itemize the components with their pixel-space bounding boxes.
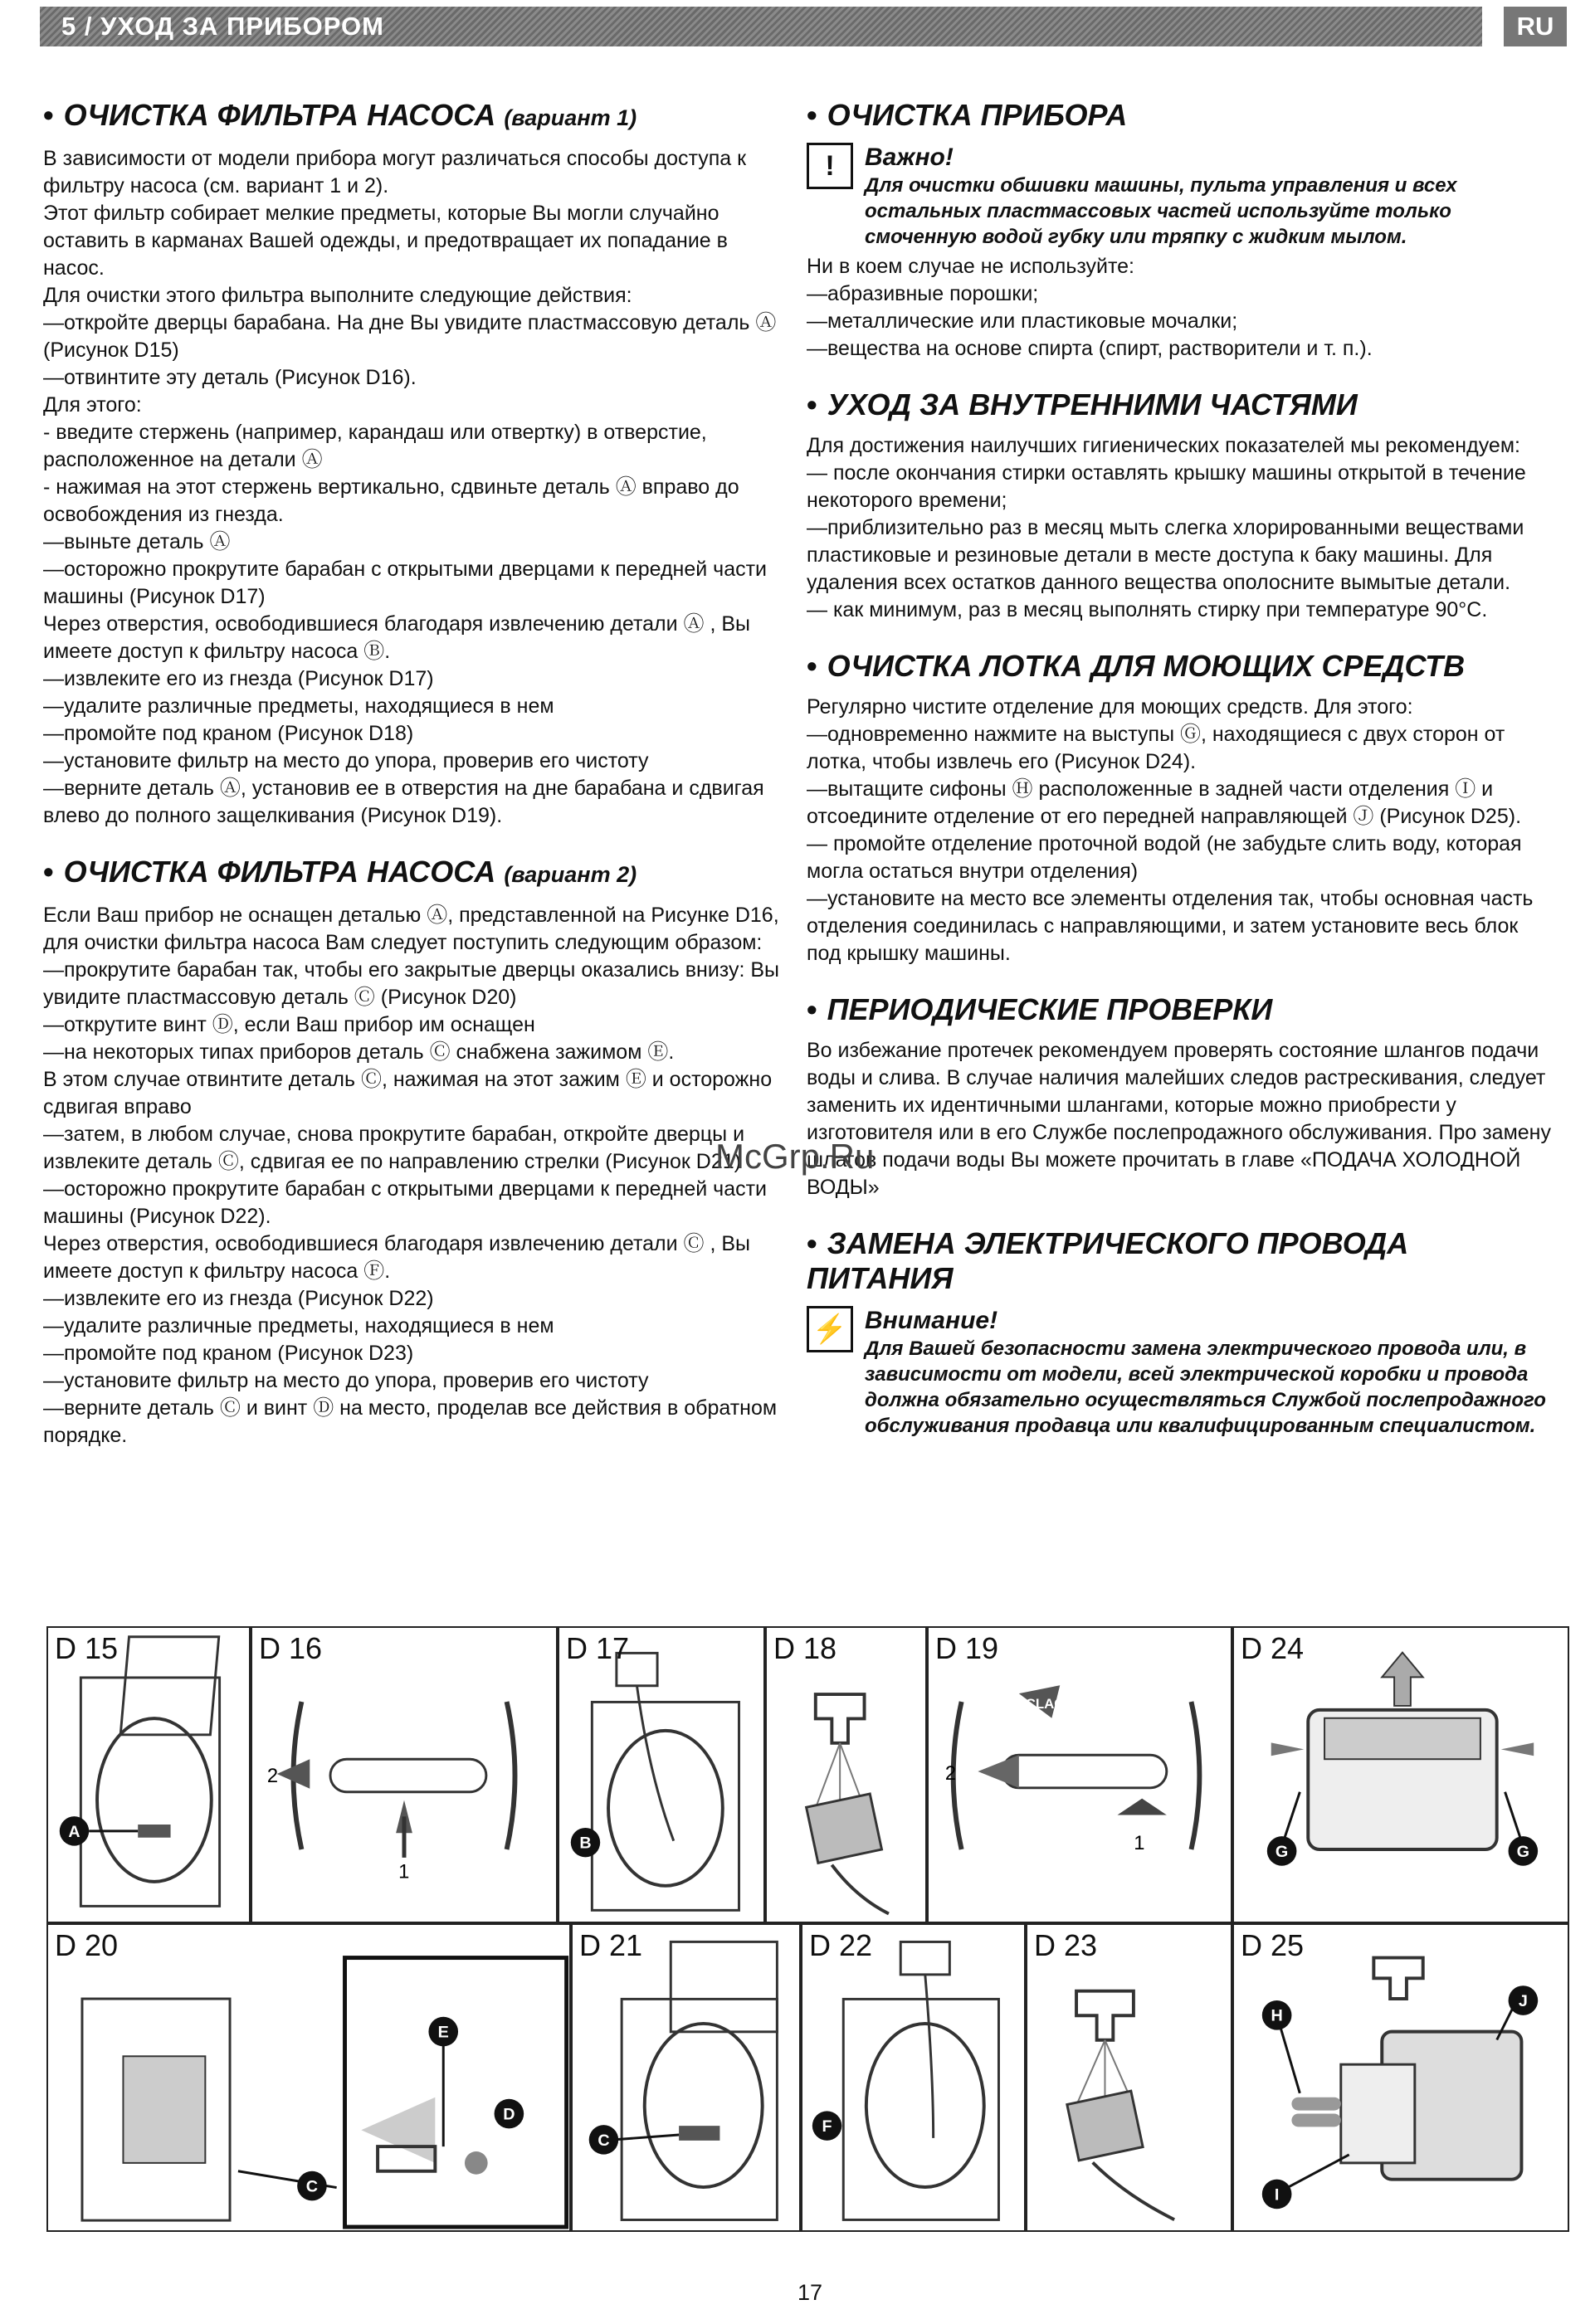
periodic-checks-section (807, 992, 1552, 1201)
figure-label: D 17 (566, 1631, 630, 1665)
callout-d: D (503, 2105, 515, 2124)
figure-label: D 22 (809, 1928, 873, 1962)
body-line: —открутите винт Ⓓ, если Ваш прибор им оснащен (43, 1013, 535, 1036)
figure-d15 (46, 1626, 251, 1923)
section-title: • ОЧИСТКА ПРИБОРА (807, 98, 1128, 132)
section-header: 5 / УХОД ЗА ПРИБОРОМ (40, 7, 1482, 46)
figure-label: D 20 (55, 1928, 119, 1962)
pump-filter-v1-section (43, 98, 788, 830)
section-title: • УХОД ЗА ВНУТРЕННИМИ ЧАСТЯМИ (807, 387, 1358, 421)
section-title: • ОЧИСТКА ЛОТКА ДЛЯ МОЮЩИХ СРЕДСТВ (807, 649, 1466, 683)
body-line: —верните деталь Ⓐ, установив ее в отверстия на дне барабана и сдвигая влево до полного защелкивания (Рисунок D19). (43, 777, 764, 827)
figure-label: D 25 (1241, 1928, 1305, 1962)
callout-j: J (1518, 1991, 1528, 2010)
body-line: —промойте под краном (Рисунок D18) (43, 722, 414, 745)
callout-e: E (437, 2023, 449, 2042)
body-line: —приблизительно раз в месяц мыть слегка хлорированными веществами пластиковые и резиновые детали в месте доступа к баку машины. Для удаления всех остатков данного вещества ополосните вымытые детали. (807, 516, 1524, 594)
body-line: —промойте под краном (Рисунок D23) (43, 1342, 414, 1365)
pump-filter-v2-section (43, 855, 788, 1449)
body-line: —абразивные порошки; (807, 282, 1039, 305)
section-title: • ПЕРИОДИЧЕСКИЕ ПРОВЕРКИ (807, 992, 1273, 1026)
body-line: Для достижения наилучших гигиенических показателей мы рекомендуем: (807, 434, 1520, 457)
important-note (807, 143, 1552, 250)
figure-d22 (801, 1923, 1026, 2232)
callout-g-left: G (1275, 1842, 1289, 1861)
section-body (807, 694, 1552, 967)
power-cord-section (807, 1226, 1552, 1439)
body-line: Во избежание протечек рекомендуем проверять состояние шлангов подачи воды и слива. В случае наличия малейших следов растрескивания, следует заменить их идентичными шлангами, которые можно приобрести у изготовителя или в его Службе послепродажного обслуживания. Про замену шлагов подачи воды Вы можете прочитать в главе «ПОДАЧА ХОЛОДНОЙ ВОДЫ» (807, 1039, 1551, 1199)
lightning-icon: ⚡ (807, 1306, 853, 1352)
figure-label: D 16 (259, 1631, 323, 1665)
callout-f: F (822, 2117, 832, 2136)
body-line: Для очистки этого фильтра выполните следующие действия: (43, 284, 632, 307)
figure-label: D 19 (935, 1631, 999, 1665)
warning-title: Важно! (865, 144, 954, 171)
body-line: —одновременно нажмите на выступы Ⓖ, находящиеся с двух сторон от лотка, чтобы извлечь его (Рисунок D24). (807, 723, 1505, 773)
section-body (43, 902, 788, 1449)
section-title: • ЗАМЕНА ЭЛЕКТРИЧЕСКОГО ПРОВОДА ПИТАНИЯ (807, 1226, 1409, 1295)
callout-h: H (1271, 2006, 1283, 2025)
figure-d21 (571, 1923, 801, 2232)
body-line: —осторожно прокрутите барабан с открытыми дверцами к передней части машины (Рисунок D22). (43, 1177, 768, 1228)
figure-d19 (927, 1626, 1232, 1923)
section-body (43, 145, 788, 830)
body-line: —отвинтите эту деталь (Рисунок D16). (43, 366, 417, 389)
warning-title: Внимание! (865, 1307, 998, 1334)
callout-c: C (305, 2177, 319, 2196)
figure-d17 (558, 1626, 765, 1923)
callout-g-right: G (1516, 1842, 1530, 1861)
body-line: —откройте дверцы барабана. На дне Вы увидите пластмассовую деталь Ⓐ (Рисунок D15) (43, 311, 777, 362)
body-line: —вещества на основе спирта (спирт, растворители и т. п.). (807, 337, 1373, 360)
figure-d25 (1232, 1923, 1569, 2232)
warning-text: Для очистки обшивки машины, пульта управления и всех остальных пластмассовых частей используйте только смоченную водой губку или тряпку с жидким мылом. (865, 174, 1457, 248)
section-title: • ОЧИСТКА ФИЛЬТРА НАСОСА (вариант 2) (43, 855, 637, 889)
body-line: —установите фильтр на место до упора, проверив его чистоту (43, 1369, 649, 1392)
body-line: —вытащите сифоны Ⓗ расположенные в задней части отделения Ⓘ и отсоедините отделение от его передней направляющей Ⓙ (Рисунок D25). (807, 777, 1522, 828)
body-line: —установите фильтр на место до упора, проверив его чистоту (43, 749, 649, 772)
callout-c: C (598, 2131, 610, 2150)
figure-d20 (46, 1923, 571, 2232)
body-line: —прокрутите барабан так, чтобы его закрытые дверцы оказались внизу: Вы увидите пластмассовую деталь Ⓒ (Рисунок D20) (43, 958, 779, 1009)
click-sound-label: CLAC (1025, 1695, 1065, 1712)
body-line: Регулярно чистите отделение для моющих средств. Для этого: (807, 695, 1413, 719)
body-line: В зависимости от модели прибора могут различаться способы доступа к фильтру насоса (см. вариант 1 и 2). (43, 147, 747, 197)
body-line: —извлеките его из гнезда (Рисунок D22) (43, 1287, 434, 1310)
body-line: —установите на место все элементы отделения так, чтобы основная часть отделения соединилась с направляющими, и затем установите весь блок под крышку машины. (807, 887, 1534, 965)
language-badge: RU (1504, 7, 1567, 46)
figure-label: D 18 (773, 1631, 837, 1665)
body-line: —удалите различные предметы, находящиеся в нем (43, 694, 554, 718)
internal-care-section (807, 387, 1552, 624)
section-body (807, 253, 1552, 363)
section-body (807, 432, 1552, 624)
body-line: —выньте деталь Ⓐ (43, 530, 231, 553)
body-line: Через отверстия, освободившиеся благодаря извлечению детали Ⓐ , Вы имеете доступ к фильтру насоса Ⓑ. (43, 612, 751, 663)
body-line: Этот фильтр собирает мелкие предметы, которые Вы могли случайно оставить в карманах Вашей одежды, и предотвращает их попадание в насос. (43, 202, 728, 280)
body-line: —металлические или пластиковые мочалки; (807, 309, 1238, 333)
right-column (807, 98, 1552, 1464)
body-line: —на некоторых типах приборов деталь Ⓒ снабжена зажимом Ⓔ. (43, 1040, 675, 1064)
figure-d16 (251, 1626, 558, 1923)
detergent-tray-section (807, 649, 1552, 967)
step-1-label: 1 (398, 1861, 410, 1883)
warning-triangle-icon: ! (807, 143, 853, 189)
body-line: — промойте отделение проточной водой (не забудьте слить воду, которая могла остаться внутри отделения) (807, 832, 1522, 883)
body-line: —извлеките его из гнезда (Рисунок D17) (43, 667, 434, 690)
figure-d24 (1232, 1626, 1569, 1923)
left-column (43, 98, 788, 1474)
callout-i: I (1274, 2185, 1280, 2205)
body-line: В этом случае отвинтите деталь Ⓒ, нажимая на этот зажим Ⓔ и осторожно сдвигая вправо (43, 1068, 773, 1118)
figure-label: D 24 (1241, 1631, 1305, 1665)
figure-d18 (765, 1626, 927, 1923)
step-1-label: 1 (1134, 1832, 1145, 1854)
callout-b: B (579, 1834, 592, 1853)
body-line: - введите стержень (например, карандаш или отвертку) в отверстие, расположенное на детали Ⓐ (43, 421, 707, 471)
body-line: Если Ваш прибор не оснащен деталью Ⓐ, представленной на Рисунке D16, для очистки фильтра насоса Вам следует поступить следующим образом: (43, 904, 779, 954)
step-2-label: 2 (266, 1765, 279, 1787)
figures-grid (46, 1626, 1572, 2232)
warning-text: Для Вашей безопасности замена электрического провода или, в зависимости от модели, всей электрической коробки и провода должна обязательно осуществляться Службой послепродажного обслуживания продавца или квалифицированным специалистом. (865, 1337, 1546, 1437)
body-line: — после окончания стирки оставлять крышку машины открытой в течение некоторого времени; (807, 461, 1526, 512)
body-line: - нажимая на этот стержень вертикально, сдвиньте деталь Ⓐ вправо до освобождения из гнезда. (43, 475, 739, 526)
body-line: —верните деталь Ⓒ и винт Ⓓ на место, проделав все действия в обратном порядке. (43, 1396, 778, 1447)
figure-label: D 21 (579, 1928, 643, 1962)
section-body (807, 1037, 1552, 1201)
appliance-cleaning-section (807, 98, 1552, 363)
figure-label: D 15 (55, 1631, 119, 1665)
body-line: Для этого: (43, 393, 142, 417)
attention-note (807, 1306, 1552, 1439)
figure-label: D 23 (1034, 1928, 1098, 1962)
body-line: Ни в коем случае не используйте: (807, 255, 1135, 278)
body-line: —осторожно прокрутите барабан с открытыми дверцами к передней части машины (Рисунок D17) (43, 558, 768, 608)
body-line: — как минимум, раз в месяц выполнять стирку при температуре 90°С. (807, 598, 1488, 621)
body-line: —удалите различные предметы, находящиеся в нем (43, 1314, 554, 1337)
section-title: • ОЧИСТКА ФИЛЬТРА НАСОСА (вариант 1) (43, 98, 637, 132)
watermark: McGrp.Ru (715, 1137, 875, 1176)
step-2-label: 2 (944, 1762, 957, 1785)
figure-d23 (1026, 1923, 1232, 2232)
body-line: —затем, в любом случае, снова прокрутите барабан, откройте дверцы и извлеките деталь Ⓒ, сдвигая ее по направлению стрелки (Рисунок D21) (43, 1123, 745, 1173)
page-number: 17 (798, 2280, 823, 2305)
body-line: Через отверстия, освободившиеся благодаря извлечению детали Ⓒ , Вы имеете доступ к фильтру насоса Ⓕ. (43, 1232, 751, 1283)
callout-a: A (68, 1822, 80, 1841)
